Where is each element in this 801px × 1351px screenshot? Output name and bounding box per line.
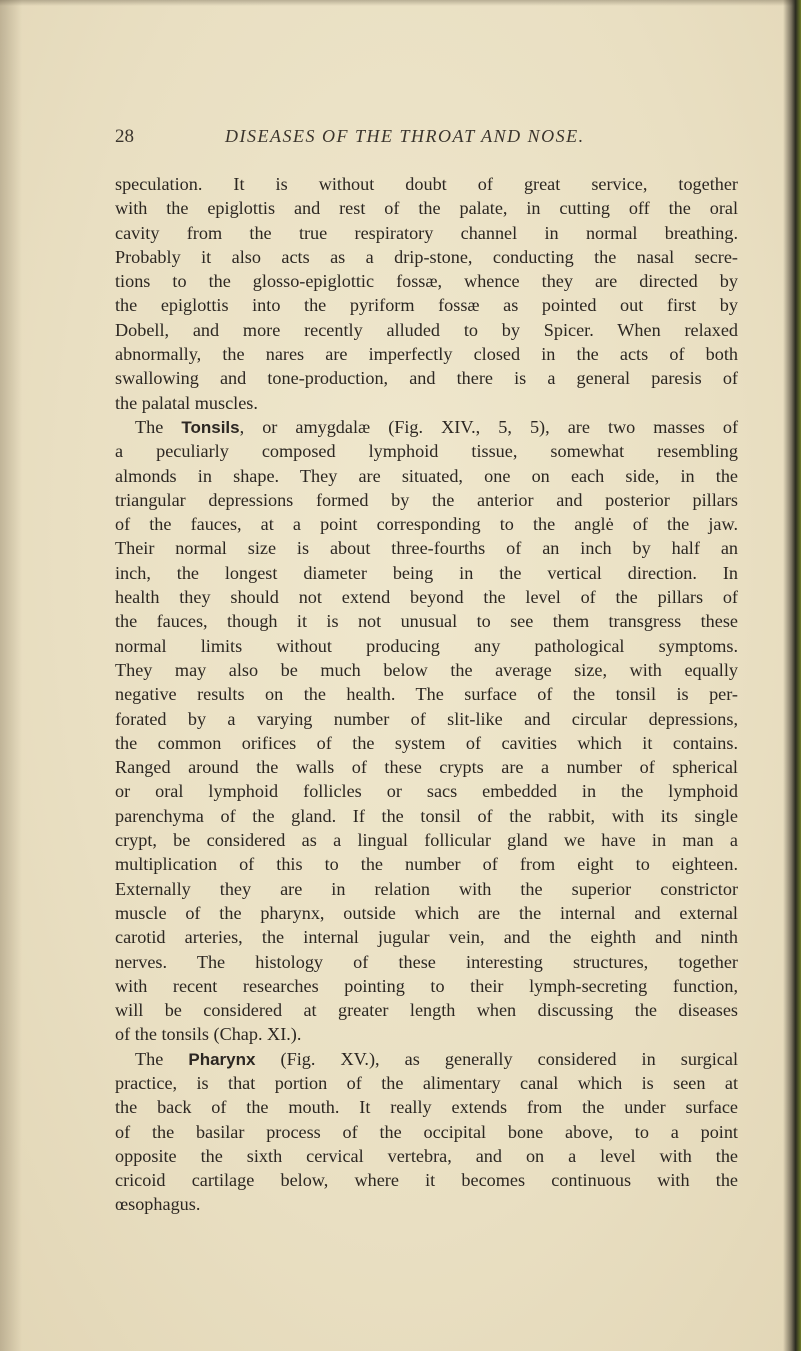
line-text: They may also be much below the average size, with equally: [115, 659, 738, 680]
text-line: [115, 901, 738, 925]
line-text: Dobell, and more recently alluded to by Spicer. When relaxed: [115, 319, 738, 340]
line-text: tions to the glosso-epiglottic fossæ, whence they are directed by: [115, 271, 738, 292]
line-text: carotid arteries, the internal jugular vein, and the eighth and ninth: [115, 927, 738, 948]
text-line: [115, 658, 738, 682]
text-line: [115, 609, 738, 633]
line-text: Externally they are in relation with the superior constrictor: [115, 878, 738, 899]
text-line: [115, 731, 738, 755]
text-line: [115, 877, 738, 901]
line-text: Ranged around the walls of these crypts are a number of spherical: [115, 757, 738, 778]
line-text: swallowing and tone-production, and there is a general paresis of: [115, 368, 738, 389]
text-line: [115, 925, 738, 949]
line-text: health they should not extend beyond the level of the pillars of: [115, 587, 738, 608]
text-line: [115, 634, 738, 658]
text-line: [115, 682, 738, 706]
line-text: opposite the sixth cervical vertebra, and on a level with the: [115, 1145, 738, 1166]
line-prefix: The: [135, 1048, 189, 1069]
line-text: Probably it also acts as a drip-stone, conducting the nasal secre-: [115, 246, 738, 267]
line-text: cricoid cartilage below, where it becomes continuous with the: [115, 1170, 738, 1191]
line-text: with the epiglottis and rest of the palate, in cutting off the oral: [115, 198, 738, 219]
line-text: normal limits without producing any pathological symptoms.: [115, 635, 738, 656]
text-line: [115, 974, 738, 998]
text-line: [115, 172, 738, 196]
line-text: cavity from the true respiratory channel in normal breathing.: [115, 222, 738, 243]
line-text: nerves. The histology of these interesting structures, together: [115, 951, 738, 972]
text-line: [115, 1144, 738, 1168]
line-text: muscle of the pharynx, outside which are the internal and external: [115, 902, 738, 923]
text-line: [115, 1047, 738, 1071]
text-line: [115, 950, 738, 974]
line-text: the palatal muscles.: [115, 392, 258, 413]
text-line: [115, 561, 738, 585]
text-line: [115, 366, 738, 390]
text-line: [115, 1095, 738, 1119]
body-text: [115, 172, 738, 1217]
text-line: [115, 196, 738, 220]
line-text: triangular depressions formed by the anterior and posterior pillars: [115, 489, 738, 510]
line-text: crypt, be considered as a lingual follicular gland we have in man a: [115, 830, 738, 851]
text-line: [115, 464, 738, 488]
line-text: of the fauces, at a point corresponding to the anglė of the jaw.: [115, 514, 738, 535]
line-text: the epiglottis into the pyriform fossæ as pointed out first by: [115, 295, 738, 316]
text-line: [115, 779, 738, 803]
text-line: [115, 852, 738, 876]
line-text: negative results on the health. The surface of the tonsil is per-: [115, 684, 738, 705]
page-top-edge: [0, 0, 801, 6]
text-line: [115, 1168, 738, 1192]
line-text: or oral lymphoid follicles or sacs embedded in the lymphoid: [115, 781, 738, 802]
line-text: of the basilar process of the occipital bone above, to a point: [115, 1121, 738, 1142]
text-line: [115, 755, 738, 779]
text-line: [115, 1120, 738, 1144]
line-text: œsophagus.: [115, 1194, 201, 1215]
running-header: [115, 126, 755, 152]
text-line: [115, 828, 738, 852]
line-text: multiplication of this to the number of from eight to eighteen.: [115, 854, 738, 875]
line-text: with recent researches pointing to their lymph-secreting function,: [115, 975, 738, 996]
text-line: [115, 439, 738, 463]
text-line: [115, 269, 738, 293]
text-line: [115, 293, 738, 317]
text-line: [115, 245, 738, 269]
line-text: Their normal size is about three-fourths of an inch by half an: [115, 538, 738, 559]
text-line: [115, 488, 738, 512]
text-line: [115, 342, 738, 366]
line-text: abnormally, the nares are imperfectly closed in the acts of both: [115, 344, 738, 365]
line-text: speculation. It is without doubt of great service, together: [115, 174, 738, 194]
section-term: Tonsils: [181, 417, 240, 437]
section-term: Pharynx: [188, 1049, 256, 1069]
text-line: [115, 1071, 738, 1095]
line-text: will be considered at greater length when discussing the diseases: [115, 1000, 738, 1021]
line-text: , or amygdalæ (Fig. XIV., 5, 5), are two masses of: [239, 416, 739, 437]
line-text: a peculiarly composed lymphoid tissue, somewhat resembling: [115, 441, 738, 462]
line-text: of the tonsils (Chap. XI.).: [115, 1024, 302, 1045]
line-prefix: The: [135, 416, 182, 437]
text-line: [115, 536, 738, 560]
page-fore-edge: [783, 0, 801, 1351]
line-text: parenchyma of the gland. If the tonsil of the rabbit, with its single: [115, 805, 738, 826]
line-text: (Fig. XV.), as generally considered in surgical: [255, 1048, 739, 1069]
running-title: DISEASES OF THE THROAT AND NOSE.: [225, 126, 585, 146]
line-text: the common orifices of the system of cavities which it contains.: [115, 732, 738, 753]
line-text: practice, is that portion of the alimentary canal which is seen at: [115, 1072, 738, 1093]
gutter-shadow: [0, 0, 22, 1351]
text-line: [115, 998, 738, 1022]
line-text: the back of the mouth. It really extends from the under surface: [115, 1097, 738, 1118]
line-text: almonds in shape. They are situated, one on each side, in the: [115, 465, 738, 486]
page-number: 28: [115, 126, 134, 147]
line-text: the fauces, though it is not unusual to see them transgress these: [115, 611, 738, 632]
text-line: [115, 585, 738, 609]
line-text: inch, the longest diameter being in the vertical direction. In: [115, 562, 738, 583]
text-line: [115, 415, 738, 439]
line-text: forated by a varying number of slit-like and circular depressions,: [115, 708, 738, 729]
text-line: [115, 1022, 738, 1046]
text-line: [115, 512, 738, 536]
text-line: [115, 804, 738, 828]
text-line: [115, 707, 738, 731]
text-line: [115, 221, 738, 245]
text-line: [115, 318, 738, 342]
text-line: [115, 391, 738, 415]
text-line: [115, 1192, 738, 1216]
